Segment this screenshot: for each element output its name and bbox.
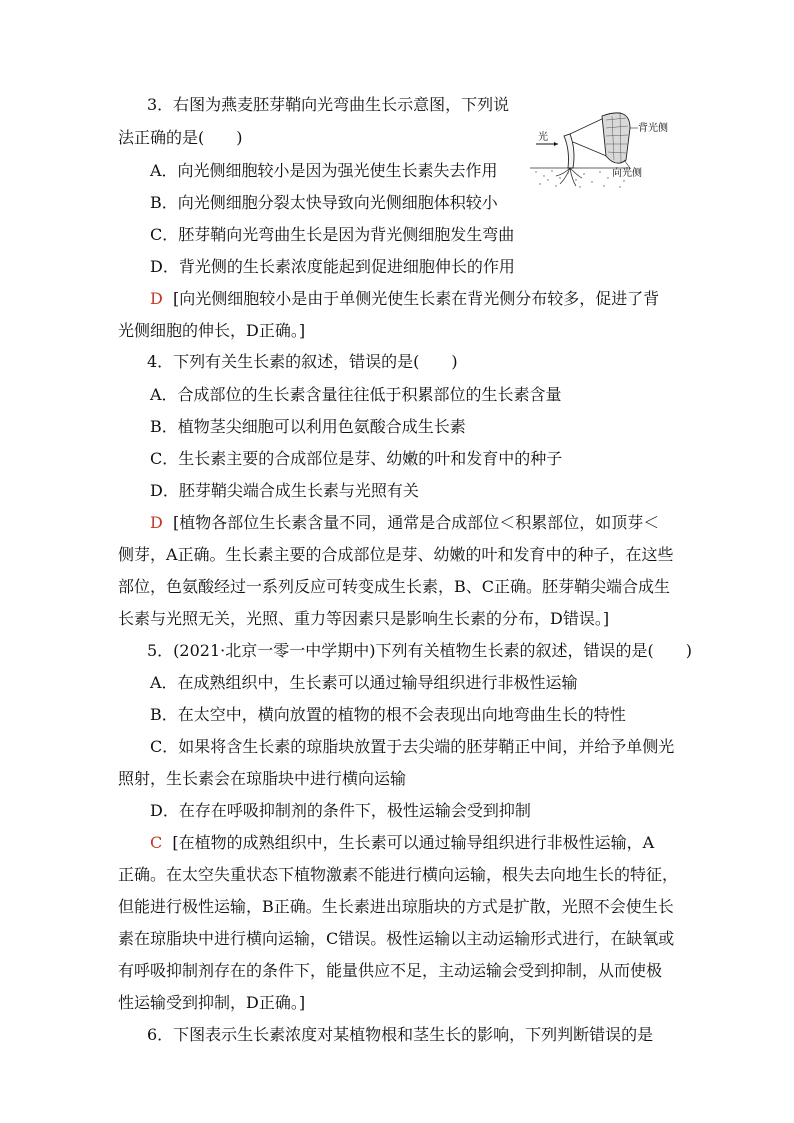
toward-side-label: 向光侧 [612,168,642,179]
q4-explanation-text: [植物各部位生长素含量不同，通常是合成部位＜积累部位，如顶芽＜ [173,513,660,532]
magnify-line-top [570,118,604,134]
q4-stem: 4．下列有关生长素的叙述，错误的是( ) [147,352,458,371]
coleoptile [564,134,574,168]
q3-explanation-text: [向光侧细胞较小是由于单侧光使生长素在背光侧分布较多，促进了背 [173,289,660,308]
q4-explanation-line2: 侧芽，A正确。生长素主要的合成部位是芽、幼嫩的叶和发育中的种子，在这些 [118,545,674,564]
q5-explanation-text: [在植物的成熟组织中，生长素可以通过输导组织进行非极性运输，A [172,833,655,852]
q4-explanation-line3: 部位，色氨酸经过一系列反应可转变成生长素，B、C正确。胚芽鞘尖端合成生 [118,577,671,596]
q5-explanation-line4: 素在琼脂块中进行横向运输，C错误。极性运输以主动运输形式进行，在缺氧或 [118,929,675,948]
coleoptile-figure [530,98,700,198]
q3-stem-line2: 法正确的是( ) [118,128,243,147]
q4-explanation-line4: 长素与光照无关，光照、重力等因素只是影响生长素的分布，D错误。] [118,609,610,628]
q3-option-d: D．背光侧的生长素浓度能起到促进细胞伸长的作用 [150,257,515,276]
q6-stem: 6．下图表示生长素浓度对某植物根和茎生长的影响，下列判断错误的是 [147,1025,654,1044]
magnified-section [602,113,630,163]
q4-answer: D [150,513,163,532]
q5-option-a: A．在成熟组织中，生长素可以通过输导组织进行非极性运输 [150,673,578,692]
q5-explanation-line2: 正确。在太空失重状态下植物激素不能进行横向运输，根失去向地生长的特征， [118,865,679,884]
light-label: 光 [538,132,548,143]
q5-explanation-line6: 性运输受到抑制，D正确。] [118,993,306,1012]
q5-explanation-line1 [150,833,654,853]
q4-option-c: C．生长素主要的合成部位是芽、幼嫩的叶和发育中的种子 [150,449,563,468]
q5-option-b: B．在太空中，横向放置的植物的根不会表现出向地弯曲生长的特性 [150,705,626,724]
q3-answer: D [150,289,163,308]
q5-explanation-line5: 有呼吸抑制剂存在的条件下，能量供应不足，主动运输会受到抑制，从而使极 [118,961,663,980]
q4-option-a: A．合成部位的生长素含量往往低于积累部位的生长素含量 [150,385,562,404]
q5-option-d: D．在存在呼吸抑制剂的条件下，极性运输会受到抑制 [150,801,531,820]
q5-stem: 5．(2021·北京一零一中学期中)下列有关植物生长素的叙述，错误的是( ) [147,641,692,660]
q3-option-b: B．向光侧细胞分裂太快导致向光侧细胞体积较小 [150,193,498,212]
q5-option-c-line2: 照射，生长素会在琼脂块中进行横向运输 [118,769,407,788]
q4-explanation-line1 [150,513,659,533]
q5-explanation-line3: 但能进行极性运输，B正确。生长素进出琼脂块的方式是扩散，光照不会使生长 [118,897,674,916]
q3-option-a: A．向光侧细胞较小是因为强光使生长素失去作用 [150,161,498,180]
back-side-label: 背光侧 [638,123,668,134]
light-arrow-head [554,142,558,146]
q5-answer: C [150,833,163,852]
q3-explanation-line1 [150,289,659,309]
q3-explanation-line2: 光侧细胞的伸长，D正确。] [118,321,306,340]
toward-side-pointer [624,160,630,168]
q3-option-c: C．胚芽鞘向光弯曲生长是因为背光侧细胞发生弯曲 [150,225,515,244]
q4-option-b: B．植物茎尖细胞可以利用色氨酸合成生长素 [150,417,466,436]
q4-option-d: D．胚芽鞘尖端合成生长素与光照有关 [150,481,419,500]
q3-stem-line1: 3．右图为燕麦胚芽鞘向光弯曲生长示意图，下列说 [147,95,510,114]
q5-option-c-line1: C．如果将含生长素的琼脂块放置于去尖端的胚芽鞘正中间，并给予单侧光 [150,737,675,756]
